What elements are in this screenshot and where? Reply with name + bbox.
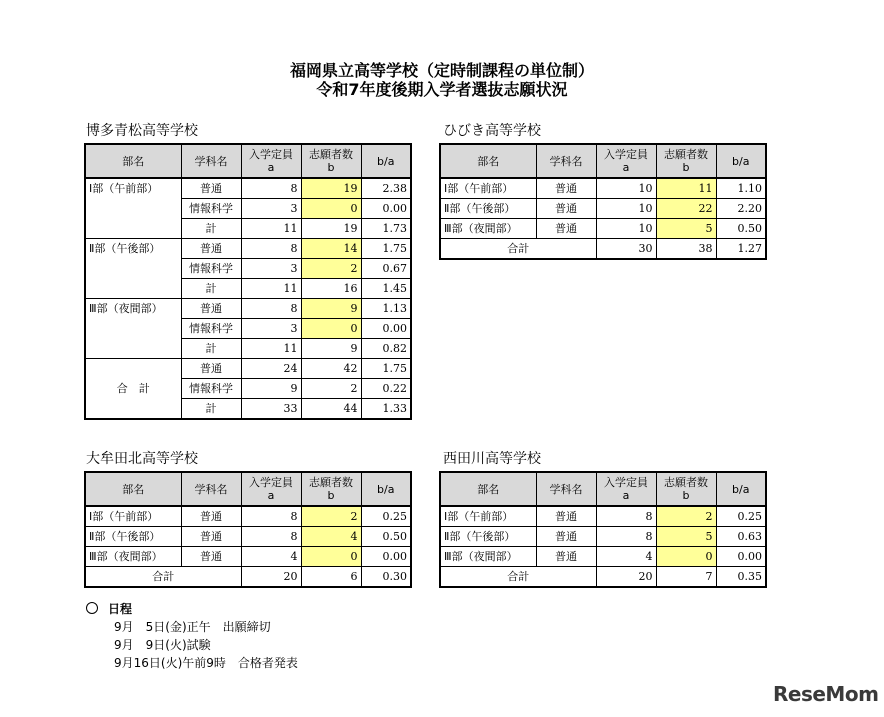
total-label-cell: 合計 xyxy=(440,239,596,260)
ratio-cell: 0.67 xyxy=(361,259,411,279)
capacity-cell: 10 xyxy=(596,178,656,199)
resemom-logo: ReseMom xyxy=(773,682,879,706)
course-cell: 普通 xyxy=(536,178,596,199)
capacity-cell: 10 xyxy=(596,199,656,219)
capacity-cell: 11 xyxy=(241,339,301,359)
ratio-cell: 0.63 xyxy=(716,527,766,547)
ratio-cell: 1.13 xyxy=(361,299,411,319)
table-row xyxy=(440,219,766,239)
applicants-cell: 2 xyxy=(301,506,361,527)
applicants-cell: 44 xyxy=(301,399,361,420)
header-ratio-label: b/a xyxy=(377,482,395,496)
bu-label-cell: Ⅰ部（午前部） xyxy=(85,506,181,527)
course-cell: 計 xyxy=(181,399,241,420)
header-shigan-sub: b xyxy=(682,489,690,502)
applicants-cell: 2 xyxy=(301,259,361,279)
schedule xyxy=(86,600,298,672)
header-gakkamei xyxy=(181,472,241,506)
capacity-cell: 8 xyxy=(596,506,656,527)
capacity-cell: 8 xyxy=(241,299,301,319)
header-teiin-sub: a xyxy=(622,161,630,174)
applicants-cell: 11 xyxy=(656,178,716,199)
applicants-cell: 6 xyxy=(301,567,361,588)
capacity-cell: 8 xyxy=(596,527,656,547)
bu-label-cell: Ⅱ部（午後部） xyxy=(85,527,181,547)
applicants-cell: 5 xyxy=(656,527,716,547)
ratio-cell: 0.00 xyxy=(361,199,411,219)
course-cell: 情報科学 xyxy=(181,319,241,339)
header-shigan-label: 志願者数 xyxy=(309,148,353,161)
table-row xyxy=(85,547,411,567)
schedule-item: 9月 5日(金)正午 出願締切 xyxy=(114,620,271,634)
capacity-cell: 3 xyxy=(241,319,301,339)
header-gakkamei-label: 学科名 xyxy=(194,482,228,496)
capacity-cell: 8 xyxy=(241,178,301,199)
capacity-cell: 3 xyxy=(241,199,301,219)
capacity-cell: 11 xyxy=(241,279,301,299)
header-bumei-label: 部名 xyxy=(122,154,145,168)
capacity-cell: 30 xyxy=(596,239,656,260)
table-row xyxy=(440,199,766,219)
table-row xyxy=(440,178,766,199)
header-shigan-label: 志願者数 xyxy=(309,476,353,489)
ratio-cell: 0.00 xyxy=(361,319,411,339)
applicants-cell: 2 xyxy=(656,506,716,527)
school-name-nishitagawa: 西田川高等学校 xyxy=(443,451,541,467)
ratio-cell: 1.75 xyxy=(361,359,411,379)
ratio-cell: 0.00 xyxy=(361,547,411,567)
header-teiin xyxy=(596,472,656,506)
table-hibiki xyxy=(439,143,767,260)
header-shigan-label: 志願者数 xyxy=(664,148,708,161)
bu-label-cell: Ⅱ部（午後部） xyxy=(440,527,536,547)
ratio-cell: 0.25 xyxy=(361,506,411,527)
header-bumei xyxy=(85,144,181,178)
header-bumei-label: 部名 xyxy=(477,154,500,168)
ratio-cell: 2.38 xyxy=(361,178,411,199)
header-ratio-label: b/a xyxy=(732,154,750,168)
course-cell: 情報科学 xyxy=(181,259,241,279)
header-gakkamei-label: 学科名 xyxy=(549,154,583,168)
header-bumei xyxy=(440,144,536,178)
header-bumei xyxy=(85,472,181,506)
header-shigan-sub: b xyxy=(682,161,690,174)
header-teiin-label: 入学定員 xyxy=(604,476,648,489)
table-row xyxy=(85,239,411,259)
ratio-cell: 0.30 xyxy=(361,567,411,588)
header-shigan-label: 志願者数 xyxy=(664,476,708,489)
header-teiin xyxy=(596,144,656,178)
document-subtitle: 令和7年度後期入学者選抜志願状況 xyxy=(316,80,568,99)
ratio-cell: 0.50 xyxy=(361,527,411,547)
course-cell: 普通 xyxy=(536,199,596,219)
header-shigan xyxy=(301,472,361,506)
applicants-cell: 7 xyxy=(656,567,716,588)
course-cell: 情報科学 xyxy=(181,199,241,219)
total-label-cell: 合計 xyxy=(85,567,241,588)
course-cell: 普通 xyxy=(181,547,241,567)
course-cell: 普通 xyxy=(536,506,596,527)
ratio-cell: 1.75 xyxy=(361,239,411,259)
bu-label-cell: Ⅲ部（夜間部） xyxy=(85,299,181,359)
course-cell: 普通 xyxy=(536,219,596,239)
header-gakkamei xyxy=(181,144,241,178)
header-ratio xyxy=(716,144,766,178)
header-gakkamei-label: 学科名 xyxy=(549,482,583,496)
capacity-cell: 3 xyxy=(241,259,301,279)
applicants-cell: 38 xyxy=(656,239,716,260)
ratio-cell: 1.10 xyxy=(716,178,766,199)
header-shigan xyxy=(656,472,716,506)
table-hakata xyxy=(84,143,412,420)
header-teiin-sub: a xyxy=(622,489,630,502)
course-cell: 普通 xyxy=(181,359,241,379)
table-row xyxy=(85,527,411,547)
course-cell: 普通 xyxy=(181,239,241,259)
applicants-cell: 16 xyxy=(301,279,361,299)
header-shigan xyxy=(656,144,716,178)
header-row xyxy=(440,144,766,178)
capacity-cell: 4 xyxy=(596,547,656,567)
bu-label-cell: 合 計 xyxy=(85,359,181,420)
header-teiin xyxy=(241,144,301,178)
header-teiin xyxy=(241,472,301,506)
ratio-cell: 1.73 xyxy=(361,219,411,239)
applicants-cell: 0 xyxy=(301,547,361,567)
table-row xyxy=(440,506,766,527)
ratio-cell: 0.35 xyxy=(716,567,766,588)
header-teiin-sub: a xyxy=(267,489,275,502)
table-nishitagawa xyxy=(439,471,767,588)
applicants-cell: 19 xyxy=(301,178,361,199)
header-bumei-label: 部名 xyxy=(477,482,500,496)
course-cell: 情報科学 xyxy=(181,379,241,399)
applicants-cell: 9 xyxy=(301,299,361,319)
header-row xyxy=(85,144,411,178)
table-row xyxy=(85,359,411,379)
school-name-hakata: 博多青松高等学校 xyxy=(86,123,198,139)
applicants-cell: 9 xyxy=(301,339,361,359)
bu-label-cell: Ⅲ部（夜間部） xyxy=(440,219,536,239)
bu-label-cell: Ⅱ部（午後部） xyxy=(85,239,181,299)
course-cell: 普通 xyxy=(536,547,596,567)
capacity-cell: 24 xyxy=(241,359,301,379)
ratio-cell: 0.00 xyxy=(716,547,766,567)
header-gakkamei xyxy=(536,472,596,506)
course-cell: 普通 xyxy=(181,178,241,199)
applicants-cell: 5 xyxy=(656,219,716,239)
header-ratio-label: b/a xyxy=(377,154,395,168)
course-cell: 計 xyxy=(181,279,241,299)
course-cell: 普通 xyxy=(181,506,241,527)
bu-label-cell: Ⅲ部（夜間部） xyxy=(85,547,181,567)
total-row xyxy=(440,567,766,588)
header-row xyxy=(440,472,766,506)
applicants-cell: 4 xyxy=(301,527,361,547)
table-omuta xyxy=(84,471,412,588)
bu-label-cell: Ⅲ部（夜間部） xyxy=(440,547,536,567)
capacity-cell: 9 xyxy=(241,379,301,399)
ratio-cell: 1.33 xyxy=(361,399,411,420)
capacity-cell: 33 xyxy=(241,399,301,420)
ratio-cell: 0.25 xyxy=(716,506,766,527)
circle-bullet-icon xyxy=(86,602,98,614)
header-shigan-sub: b xyxy=(327,489,335,502)
school-name-omuta: 大牟田北高等学校 xyxy=(86,451,198,467)
capacity-cell: 20 xyxy=(596,567,656,588)
total-row xyxy=(440,239,766,260)
header-teiin-sub: a xyxy=(267,161,275,174)
ratio-cell: 0.82 xyxy=(361,339,411,359)
capacity-cell: 8 xyxy=(241,506,301,527)
header-bumei-label: 部名 xyxy=(122,482,145,496)
table-row xyxy=(440,547,766,567)
applicants-cell: 42 xyxy=(301,359,361,379)
bu-label-cell: Ⅰ部（午前部） xyxy=(85,178,181,239)
header-teiin-label: 入学定員 xyxy=(249,148,293,161)
capacity-cell: 8 xyxy=(241,527,301,547)
course-cell: 普通 xyxy=(181,299,241,319)
table-row xyxy=(85,299,411,319)
header-shigan-sub: b xyxy=(327,161,335,174)
header-shigan xyxy=(301,144,361,178)
course-cell: 普通 xyxy=(536,527,596,547)
header-ratio-label: b/a xyxy=(732,482,750,496)
bu-label-cell: Ⅱ部（午後部） xyxy=(440,199,536,219)
applicants-cell: 0 xyxy=(656,547,716,567)
schedule-item: 9月 9日(火)試験 xyxy=(114,638,211,652)
table-row xyxy=(85,178,411,199)
course-cell: 計 xyxy=(181,219,241,239)
course-cell: 普通 xyxy=(181,527,241,547)
applicants-cell: 14 xyxy=(301,239,361,259)
schedule-item: 9月16日(火)午前9時 合格者発表 xyxy=(114,656,298,670)
applicants-cell: 19 xyxy=(301,219,361,239)
applicants-cell: 0 xyxy=(301,199,361,219)
capacity-cell: 11 xyxy=(241,219,301,239)
header-gakkamei-label: 学科名 xyxy=(194,154,228,168)
schedule-heading: 日程 xyxy=(108,602,133,616)
applicants-cell: 0 xyxy=(301,319,361,339)
header-teiin-label: 入学定員 xyxy=(604,148,648,161)
total-row xyxy=(85,567,411,588)
header-ratio xyxy=(361,472,411,506)
capacity-cell: 10 xyxy=(596,219,656,239)
capacity-cell: 4 xyxy=(241,547,301,567)
bu-label-cell: Ⅰ部（午前部） xyxy=(440,506,536,527)
header-teiin-label: 入学定員 xyxy=(249,476,293,489)
ratio-cell: 0.22 xyxy=(361,379,411,399)
total-label-cell: 合計 xyxy=(440,567,596,588)
header-bumei xyxy=(440,472,536,506)
ratio-cell: 0.50 xyxy=(716,219,766,239)
header-ratio xyxy=(716,472,766,506)
header-gakkamei xyxy=(536,144,596,178)
capacity-cell: 20 xyxy=(241,567,301,588)
ratio-cell: 2.20 xyxy=(716,199,766,219)
school-name-hibiki: ひびき高等学校 xyxy=(443,123,541,139)
applicants-cell: 2 xyxy=(301,379,361,399)
table-row xyxy=(440,527,766,547)
header-row xyxy=(85,472,411,506)
capacity-cell: 8 xyxy=(241,239,301,259)
table-row xyxy=(85,506,411,527)
header-ratio xyxy=(361,144,411,178)
bu-label-cell: Ⅰ部（午前部） xyxy=(440,178,536,199)
course-cell: 計 xyxy=(181,339,241,359)
ratio-cell: 1.27 xyxy=(716,239,766,260)
applicants-cell: 22 xyxy=(656,199,716,219)
document-title: 福岡県立高等学校（定時制課程の単位制） xyxy=(289,61,594,80)
ratio-cell: 1.45 xyxy=(361,279,411,299)
